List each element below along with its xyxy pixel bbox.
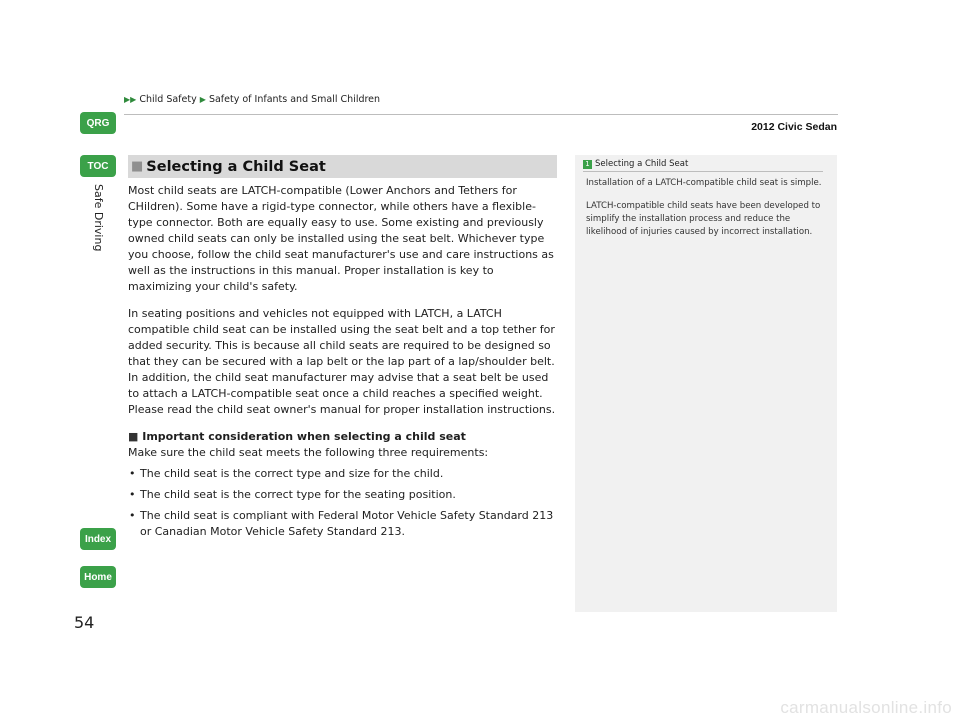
breadcrumb-arrow-icon: ▶▶ [124, 95, 137, 104]
breadcrumb-item-safety-infants[interactable]: Safety of Infants and Small Children [208, 94, 381, 105]
breadcrumb [124, 94, 380, 105]
toc-button[interactable]: TOC [80, 155, 116, 177]
main-body [128, 183, 560, 540]
note-paragraph: Installation of a LATCH-compatible child seat is simple. [586, 178, 822, 188]
note-marker-icon: 1 [583, 160, 592, 169]
section-title-text: Selecting a Child Seat [146, 158, 326, 175]
note-body [586, 177, 830, 249]
subheading: ■ Important consideration when selecting a child seat [128, 430, 466, 443]
list-item: • The child seat is the correct type and size for the child. [128, 466, 560, 482]
header-divider [124, 114, 838, 115]
home-button[interactable]: Home [80, 566, 116, 588]
page-number: 54 [74, 613, 95, 632]
breadcrumb-arrow-icon: ▶ [199, 95, 206, 104]
list-item: • The child seat is the correct type for the seating position. [128, 487, 560, 503]
model-title: 2012 Civic Sedan [751, 121, 837, 133]
section-title [128, 155, 557, 178]
note-paragraph: LATCH-compatible child seats have been developed to simplify the installation process and reduce the likelihood of injuries caused by incorrect installation. [586, 201, 821, 237]
qrg-button[interactable]: QRG [80, 112, 116, 134]
requirements-intro: Make sure the child seat meets the following three requirements: [128, 446, 489, 459]
note-title: 1 Selecting a Child Seat [583, 159, 688, 169]
watermark: carmanualsonline.info [780, 698, 952, 717]
paragraph: Most child seats are LATCH-compatible (Lower Anchors and Tethers for CHildren). Some have a rigid-type connector, while others have a flexible-type connector. Both are equally easy to use. Some existing and previously owned child seats can only be installed using the seat belt. Whichever type you choose, follow the child seat manufacturer's use and care instructions as well as the instructions in this manual. Proper installation is key to maximizing your child's safety. [128, 184, 554, 293]
square-bullet-icon: ■ [131, 159, 144, 174]
note-divider [583, 171, 823, 172]
side-note [575, 155, 837, 612]
index-button[interactable]: Index [80, 528, 116, 550]
square-bullet-icon: ■ [128, 430, 139, 443]
requirements-list [128, 466, 560, 540]
chapter-side-label: Safe Driving [92, 184, 105, 252]
breadcrumb-item-child-safety[interactable]: Child Safety [139, 94, 197, 105]
list-item: • The child seat is compliant with Federal Motor Vehicle Safety Standard 213 or Canadian Motor Vehicle Safety Standard 213. [128, 508, 560, 540]
paragraph: In seating positions and vehicles not equipped with LATCH, a LATCH compatible child seat can be installed using the seat belt and a top tether for added security. This is because all child seats are required to be designed so that they can be secured with a lap belt or the lap part of a lap/shoulder belt. In addition, the child seat manufacturer may advise that a seat belt be used to attach a LATCH-compatible seat once a child reaches a specified weight. Please read the child seat owner's manual for proper installation instructions. [128, 307, 556, 416]
